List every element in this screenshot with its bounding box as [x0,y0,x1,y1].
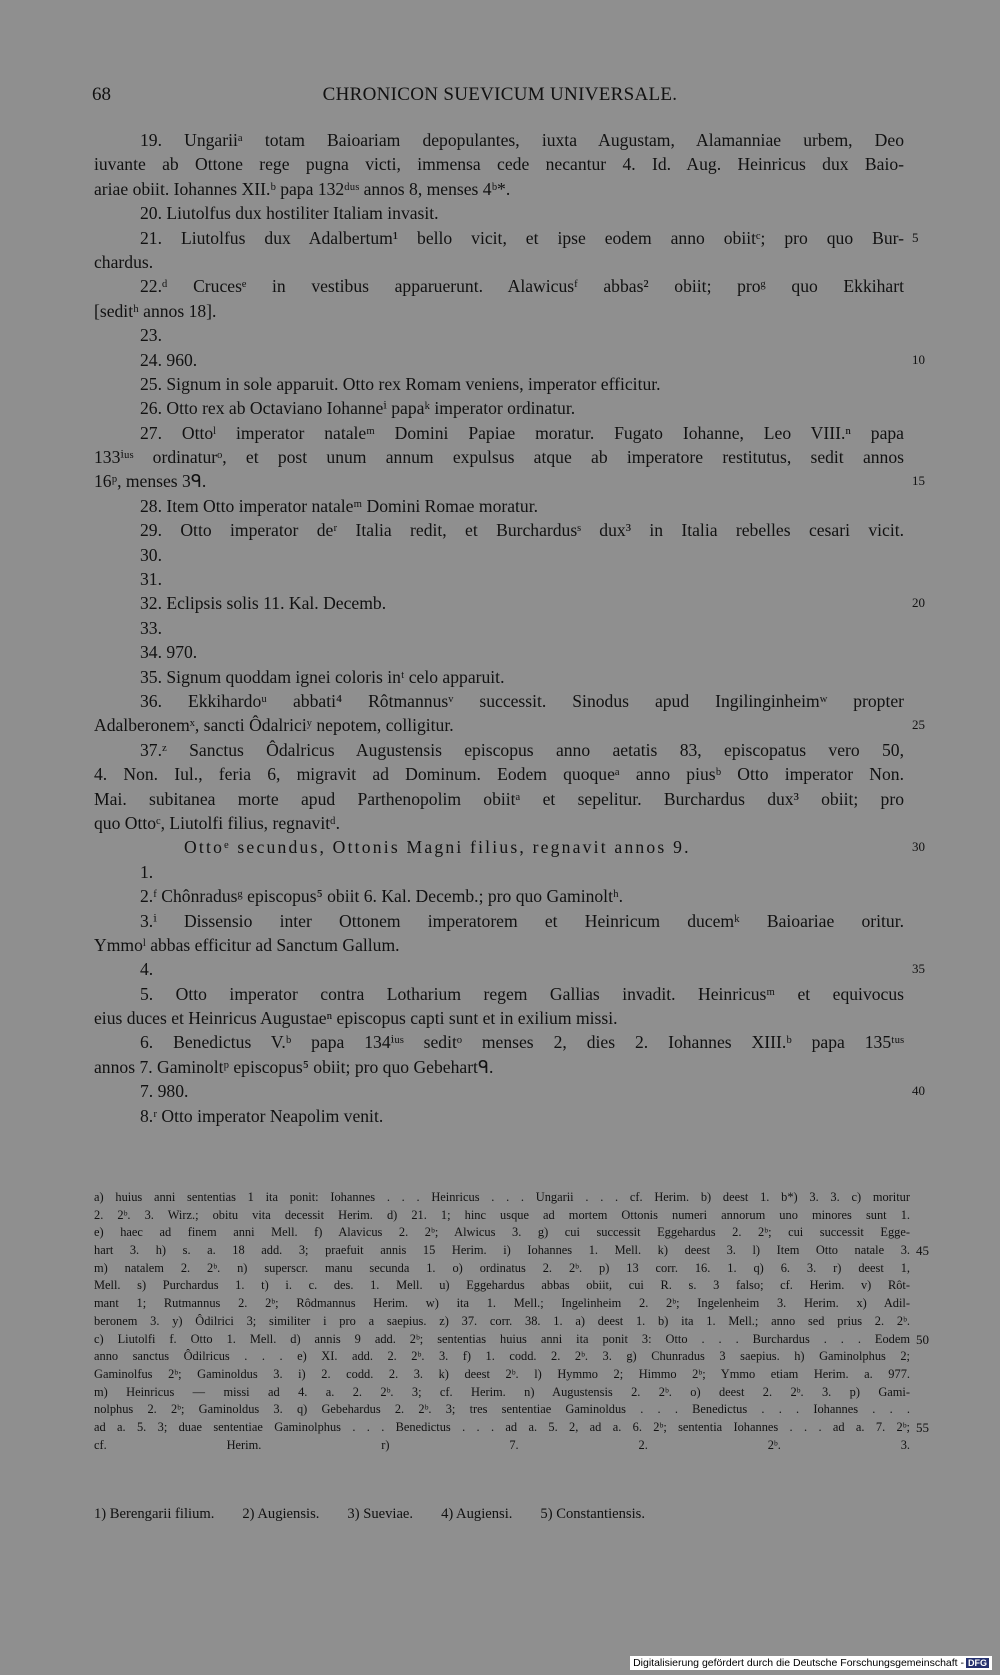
text-line [94,372,904,396]
reference-note: 2) Augiensis. [242,1506,320,1522]
text-line [94,201,904,225]
text-line [94,1006,904,1030]
text-line [94,933,904,957]
text-line [94,591,925,615]
footnote-text: c) Liutolfi f. Otto 1. Mell. d) annis 9 add. 2ᵇ; sententias huius anni ita ponit 3: Otto . . . Burchardus . . . Eodem [94,1331,910,1346]
text-line [94,128,904,152]
text-line [94,884,904,908]
text-line [94,494,904,518]
line-text: quo Ottoᶜ, Liutolfi filius, regnavitᵈ. [94,812,340,833]
line-number: 30 [912,839,925,855]
line-number: 15 [912,473,925,489]
footnote-line [94,1348,910,1366]
text-line [94,616,904,640]
footnote-text: ad a. 5. 3; duae sententiae Gaminolphus . . . Benedictus . . . ad a. 5. 2, ad a. 6. 2ᵇ; sententia Iohannes . . . ad a. 7. 2ᵇ; [94,1419,910,1434]
line-text: 35. Signum quoddam ignei coloris inᵗ celo apparuit. [140,666,505,687]
line-text: 133ⁱᵘˢ ordinaturᵒ, et post unum annum expulsus atque ab imperatore restitutus, sedit annos [94,447,904,468]
line-text: 28. Item Otto imperator nataleᵐ Domini Romae moratur. [140,495,539,516]
line-text: annos 7. Gaminoltᵖ episcopus⁵ obiit; pro quo Gebehartᑫ. [94,1056,494,1077]
line-text: 3.ⁱ Dissensio inter Ottonem imperatorem et Heinricum ducemᵏ Baioariae oritur. [140,910,904,931]
page-header [0,84,1000,114]
line-text: 37.ᶻ Sanctus Ôdalricus Augustensis episcopus anno aetatis 83, episcopatus vero 50, [140,739,904,760]
source-references [94,1506,814,1523]
text-line [94,860,904,884]
line-text: 8.ʳ Otto imperator Neapolim venit. [140,1105,384,1126]
footnote-line [94,1384,910,1402]
footnote-text: m) Heinricus — missi ad 4. a. 2. 2ᵇ. 3; cf. Herim. n) Augustensis 2. 2ᵇ. o) deest 2. 2ᵇ. 3. p) Gami- [94,1384,910,1399]
text-line [94,1030,904,1054]
line-number: 55 [916,1419,929,1435]
footnote-text: cf. Herim. r) 7. 2. 2ᵇ. 3. [94,1437,910,1452]
footnote-text: 2. 2ᵇ. 3. Wirz.; obitu vita decessit Herim. d) 21. 1; hinc usque ad mortem Ottonis numeri annorum uno minores sunt 1. [94,1207,910,1222]
text-line [94,713,925,737]
text-line [94,1079,925,1103]
line-text: 32. Eclipsis solis 11. Kal. Decemb. [140,593,387,614]
footnote-text: anno sanctus Ôdilricus . . . e) XI. add. 2. 2ᵇ. 3. f) 1. codd. 2. 2ᵇ. 3. g) Chunradus 3 saepius. h) Gaminolphus 2; [94,1349,910,1364]
reference-note: 1) Berengarii filium. [94,1506,215,1522]
footnote-line [94,1331,929,1349]
text-line [94,396,904,420]
text-line [94,1104,904,1128]
footnote-line [94,1366,910,1384]
text-line [94,323,904,347]
footnote-text: beronem 3. y) Ôdilrici 3; similiter i pro a saepius. z) 37. corr. 38. 1. a) deest 1. b) ita 1. Mell.; anno sed prius 2. 2ᵇ. [94,1313,910,1328]
line-text: 16ᵖ, menses 3ᑫ. [94,471,207,492]
text-line [94,421,904,445]
line-text: ariae obiit. Iohannes XII.ᵇ papa 132ᵈᵘˢ annos 8, menses 4ᵇ*. [94,178,511,199]
footnote-text: m) natalem 2. 2ᵇ. n) superscr. manu secunda 1. o) ordinatus 2. 2ᵇ. p) 13 corr. 16. 1. q) 6. 3. r) deest 1, [94,1260,910,1275]
line-text: 22.ᵈ Crucesᵉ in vestibus apparuerunt. Alawicusᶠ abbas² obiit; proᵍ quo Ekkihart [140,276,904,297]
text-line [94,835,925,859]
footnote-line [94,1295,910,1313]
text-line [94,543,904,567]
text-line [94,787,904,811]
text-line [94,957,925,981]
line-text: 20. Liutolfus dux hostiliter Italiam invasit. [140,203,439,224]
critical-apparatus [94,1189,929,1454]
text-line [94,1055,904,1079]
text-line [94,762,904,786]
line-text: Ymmoˡ abbas efficitur ad Sanctum Gallum. [94,934,400,955]
line-text: eius duces et Heinricus Augustaeⁿ episcopus capti sunt et in exilium missi. [94,1008,618,1029]
line-number: 20 [912,595,925,611]
text-line [94,665,904,689]
line-text: 4. Non. Iul., feria 6, migravit ad Dominum. Eodem quoqueᵃ anno piusᵇ Otto imperator Non. [94,764,904,785]
line-text: 30. [140,544,162,565]
text-line [94,689,904,713]
line-number: 25 [912,717,925,733]
page-title: CHRONICON SUEVICUM UNIVERSALE. [322,84,678,105]
page-number: 68 [92,84,111,105]
footnote-line [94,1207,910,1225]
line-text: 7. 980. [140,1081,189,1102]
line-text: 26. Otto rex ab Octaviano Iohanneⁱ papaᵏ imperator ordinatur. [140,398,576,419]
text-line [94,250,904,274]
text-line [94,152,904,176]
text-line [94,177,904,201]
line-text: 33. [140,617,162,638]
footnote-text: a) huius anni sententias 1 ita ponit: Iohannes . . . Heinricus . . . Ungarii . . . cf. Herim. b) deest 1. b*) 3. 3. c) moritur [94,1190,910,1204]
footnote-line [94,1401,910,1419]
line-text: 5. Otto imperator contra Lotharium regem Gallias invadit. Heinricusᵐ et equivocus [140,983,904,1004]
line-text: 31. [140,569,162,590]
footnote-line [94,1242,929,1260]
line-text: 29. Otto imperator deʳ Italia redit, et Burchardusˢ dux³ in Italia rebelles cesari vicit. [140,520,904,541]
text-line [94,299,904,323]
line-text: [seditʰ annos 18]. [94,300,217,321]
line-text: 27. Ottoˡ imperator nataleᵐ Domini Papiae moratur. Fugato Iohanne, Leo VIII.ⁿ papa [140,422,904,443]
line-text: 21. Liutolfus dux Adalbertum¹ bello vicit, et ipse eodem anno obiitᶜ; pro quo Bur- [140,227,904,248]
text-line [94,567,904,591]
text-line [94,738,904,762]
text-line [94,445,904,469]
footnote-line [94,1277,910,1295]
line-number: 40 [912,1083,925,1099]
credit-text: Digitalisierung gefördert durch die Deutsche Forschungsgemeinschaft - [633,1657,964,1669]
line-text: 25. Signum in sole apparuit. Otto rex Romam veniens, imperator efficitur. [140,373,661,394]
footnote-text: nolphus 2. 2ᵇ; Gaminoldus 3. q) Gebehardus 2. 2ᵇ. 3; tres sententiae Gaminoldus . . . Benedictus . . . Iohannes . . . [94,1402,910,1417]
line-text: 23. [140,325,162,346]
line-text: Adalberonemˣ, sancti Ôdalriciʸ nepotem, colligitur. [94,715,454,736]
footnote-text: e) haec ad finem anni Mell. f) Alavicus 2. 2ᵇ; Alwicus 3. g) cui successit Eggehardus 2. 2ᵇ; cui successit Egge- [94,1225,910,1240]
footnote-text: Gaminolfus 2ᵇ; Gaminoldus 3. i) 2. codd. 2. 3. k) deest 2ᵇ. l) Hymmo 2; Himmo 2ᵇ; Ymmo etiam Herim. a. 977. [94,1366,910,1381]
text-line [94,274,904,298]
reference-note: 3) Sueviae. [347,1506,414,1522]
line-text: Mai. subitanea morte apud Parthenopolim obiitᵃ et sepelitur. Burchardus dux³ obiit; pro [94,788,904,809]
line-number: 45 [916,1243,929,1259]
line-text: chardus. [94,251,154,272]
reference-note: 5) Constantiensis. [540,1506,645,1522]
text-line [94,909,904,933]
text-line [94,811,904,835]
dfg-logo: DFG [968,1658,987,1668]
line-number: 10 [912,351,925,367]
line-number: 5 [912,229,919,245]
text-line [94,469,925,493]
line-text: 36. Ekkihardoᵘ abbati⁴ Rôtmannusᵛ successit. Sinodus apud Ingilinginheimʷ propter [140,690,904,711]
line-number: 35 [912,961,925,977]
footnote-line [94,1437,910,1455]
text-line [94,226,919,250]
footnote-line [94,1189,910,1207]
text-line [94,518,904,542]
footnote-text: hart 3. h) s. a. 18 add. 3; praefuit annis 15 Herim. i) Iohannes 1. Mell. k) deest 3. l) Item Otto natale 3. [94,1243,910,1258]
text-line [94,982,904,1006]
line-text: 6. Benedictus V.ᵇ papa 134ⁱᵘˢ seditᵒ menses 2, dies 2. Iohannes XIII.ᵇ papa 135ᵗᵘˢ [140,1032,904,1053]
reference-note: 4) Augiensi. [441,1506,513,1522]
line-text: 1. [140,861,154,882]
text-line [94,348,925,372]
footnote-line [94,1260,910,1278]
text-line [94,640,904,664]
line-text: 34. 970. [140,642,198,663]
line-number: 50 [916,1331,929,1347]
main-text [94,128,925,1128]
footnote-line [94,1224,910,1242]
footnote-text: Mell. s) Purchardus 1. t) i. c. des. 1. Mell. u) Eggehardus abbas obiit, cui R. s. 3 falso; cf. Herim. v) Rôt- [94,1278,910,1293]
digitization-credit [630,1656,992,1670]
footnote-line [94,1419,929,1437]
line-text: 2.ᶠ Chônradusᵍ episcopus⁵ obiit 6. Kal. Decemb.; pro quo Gaminoltʰ. [140,886,624,907]
line-text: iuvante ab Ottone rege pugna victi, immensa cede necantur 4. Id. Aug. Heinricus dux Baio- [94,154,904,175]
line-text: Ottoᵉ secundus, Ottonis Magni filius, regnavit annos 9. [184,837,691,858]
line-text: 19. Ungariiᵃ totam Baioariam depopulantes, iuxta Augustam, Alamanniae urbem, Deo [140,130,904,150]
line-text: 4. [140,959,154,980]
line-text: 24. 960. [140,349,198,370]
footnote-line [94,1313,910,1331]
footnote-text: mant 1; Rutmannus 2. 2ᵇ; Rôdmannus Herim. w) ita 1. Mell.; Ingelinheim 2. 2ᵇ; Ingelenheim 3. Herim. x) Adil- [94,1296,910,1311]
